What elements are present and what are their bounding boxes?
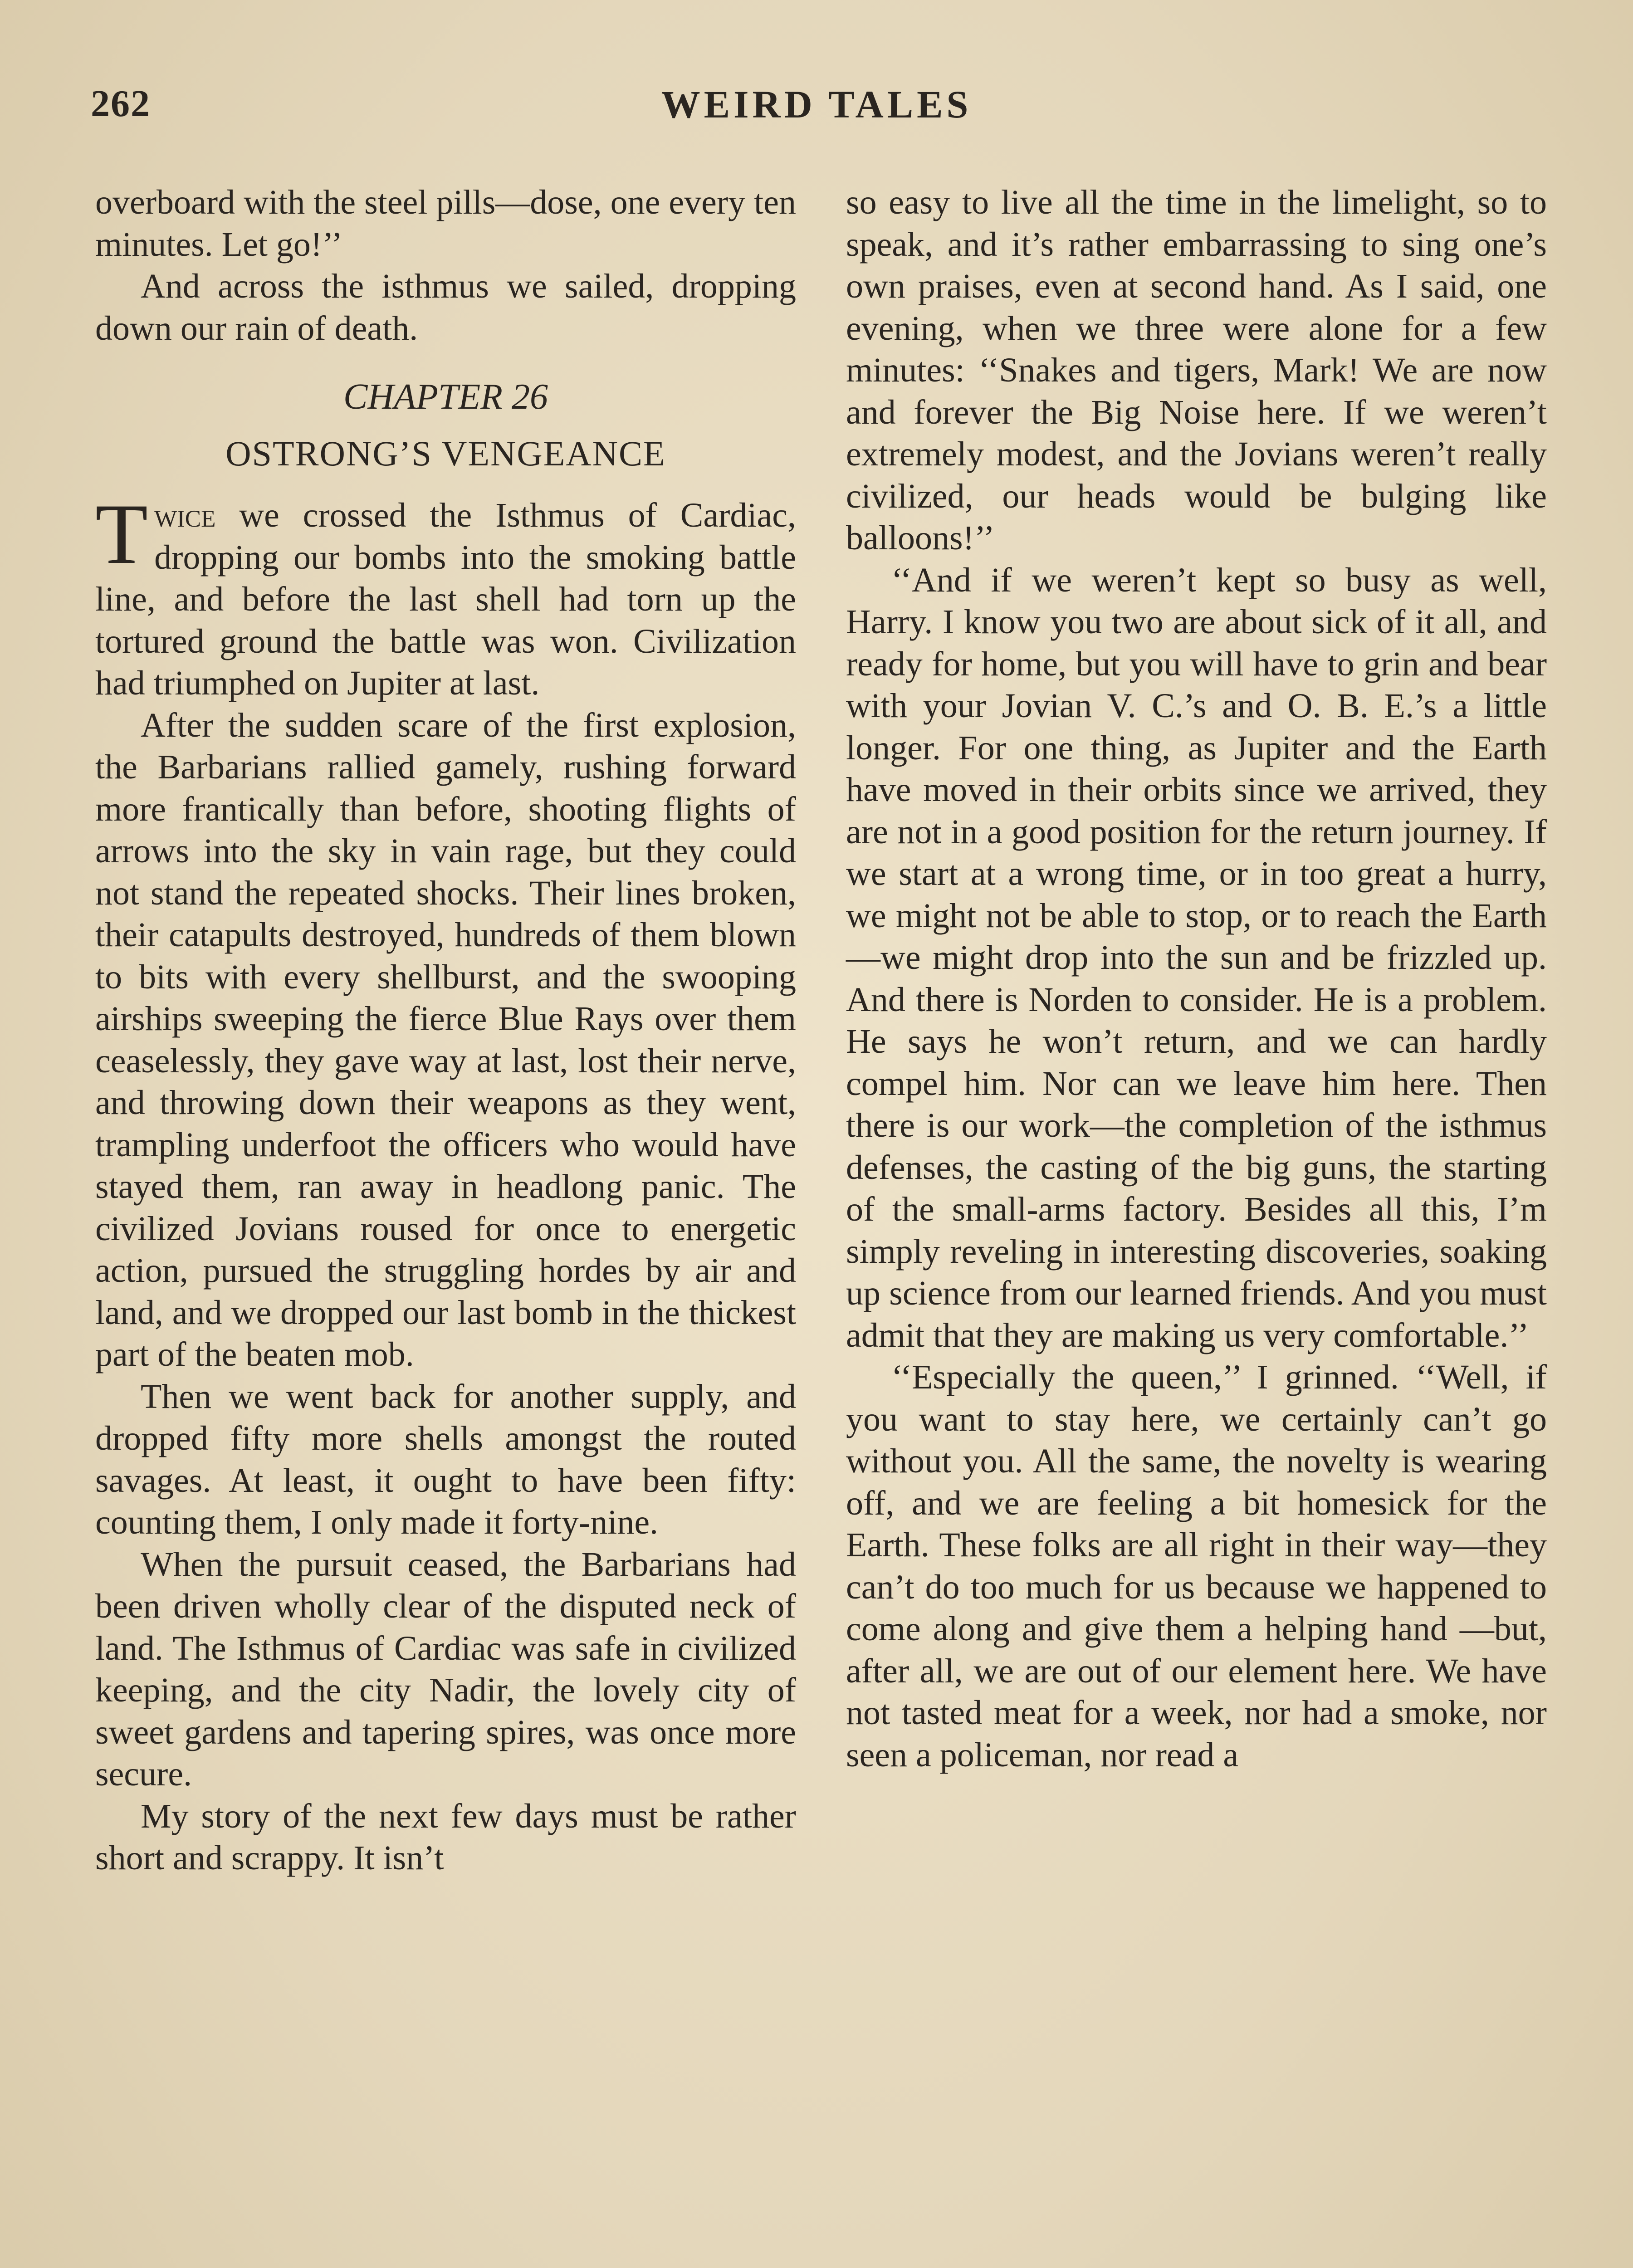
dropcap-letter: T [95, 487, 148, 582]
chapter-title: OSTRONG’S VENGEANCE [225, 434, 666, 473]
paragraph: When the pursuit ceased, the Barbarians had been driven wholly clear of the disputed neck of land. The Isthmus of Cardiac was safe in civilized keeping, and the city Nadir, the lovely city of sweet gardens and tapering spires, was once more secure. [95, 1545, 796, 1793]
dropcap-smallcaps: wice [154, 496, 216, 534]
paragraph-text: we crossed the Isthmus of Cardiac, dropping our bombs into the smoking battle line, and before the last shell had torn up the tortured ground the battle was won. Civilization had triumphed on Jupiter at last. [95, 496, 796, 702]
paragraph: ‘‘And if we weren’t kept so busy as well, Harry. I know you two are about sick of it all, and ready for home, but you will have to grin and bear with your Jovian V. C.’s and O. B. E.’s a little longer. For one thing, as Jupiter and the Earth have moved in their orbits since we arrived, they are not in a good position for the return journey. If we start at a wrong time, or in too great a hurry, we might not be able to stop, or to reach the Earth—we might drop into the sun and be frizzled up. And there is Norden to consider. He is a problem. He says he won’t return, and we can hardly compel him. Nor can we leave him here. Then there is our work—the completion of the isthmus defenses, the casting of the big guns, the starting of the small-arms factory. Besides all this, I’m simply reveling in interesting discoveries, soaking up science from our learned friends. And you must admit that they are making us very comfortable.’’ [846, 561, 1547, 1354]
paragraph: so easy to live all the time in the limelight, so to speak, and it’s rather embarrassing to sing one’s own praises, even at second hand. As I said, one evening, when we three were alone for a few minutes: ‘‘Snakes and tigers, Mark! We are now and forever the Big Noise here. If we weren’t extremely modest, and the Jovians weren’t really civilized, our heads would be bulging like balloons!’’ [846, 183, 1547, 557]
paragraph: ‘‘Especially the queen,’’ I grinned. ‘‘Well, if you want to stay here, we certainly can’t go without you. All the same, the novelty is wearing off, and we are feeling a bit homesick for the Earth. These folks are all right in their way—they can’t do too much for us because we happened to come along and give them a helping hand —but, after all, we are out of our element here. We have not tasted meat for a week, nor had a smoke, nor seen a policeman, nor read a [846, 1358, 1547, 1774]
running-title: WEIRD TALES [661, 83, 972, 126]
paragraph-with-dropcap [95, 487, 796, 704]
paragraph: overboard with the steel pills—dose, one every ten minutes. Let go!’’ [95, 183, 796, 264]
chapter-number: CHAPTER 26 [343, 377, 548, 417]
paragraph: My story of the next few days must be rather short and scrappy. It isn’t [95, 1797, 796, 1877]
paragraph: And across the isthmus we sailed, dropping down our rain of death. [95, 267, 796, 347]
page-header [91, 82, 1542, 136]
paragraph: Then we went back for another supply, and dropped fifty more shells amongst the routed savages. At least, it ought to have been fifty: counting them, I only made it forty-nine. [95, 1377, 796, 1541]
right-column [846, 181, 1547, 1776]
paragraph: After the sudden scare of the first explosion, the Barbarians rallied gamely, rushing forward more frantically than before, shooting flights of arrows into the sky in vain rage, but they could not stand the repeated shocks. Their lines broken, their catapults destroyed, hundreds of them blown to bits with every shellburst, and the swooping airships sweeping the fierce Blue Rays over them ceaselessly, they gave way at last, lost their nerve, and throwing down their weapons as they went, trampling underfoot the officers who would have stayed them, ran away in headlong panic. The civilized Jovians roused for once to energetic action, pursued the struggling hordes by air and land, and we dropped our last bomb in the thickest part of the beaten mob. [95, 706, 796, 1374]
page-number: 262 [91, 83, 151, 125]
left-column [95, 181, 796, 1879]
